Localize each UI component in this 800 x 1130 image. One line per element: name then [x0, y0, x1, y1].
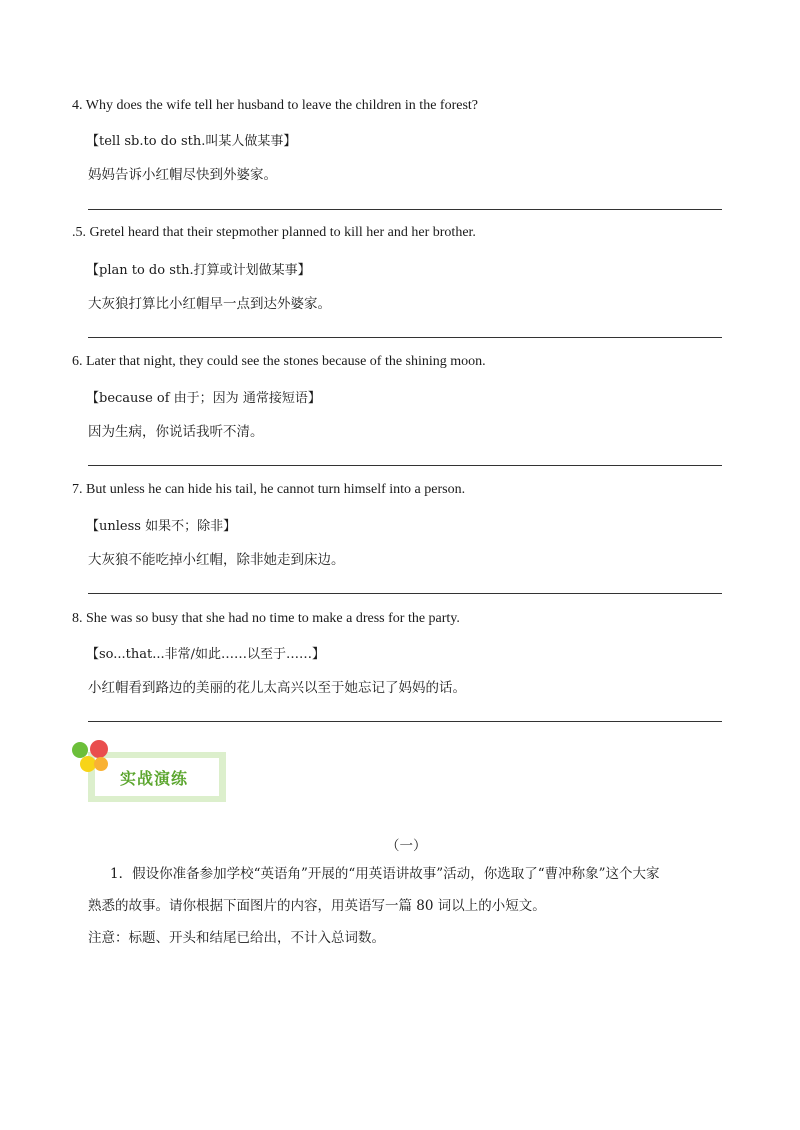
answer-line-7[interactable] [88, 593, 722, 594]
note-5: 【plan to do sth.打算或计划做某事】 [86, 263, 311, 278]
task-line-3: 注意：标题、开头和结尾已给出，不计入总词数。 [88, 930, 385, 946]
note-8: 【so...that...非常/如此……以至于……】 [86, 647, 326, 662]
chinese-sentence-5: 大灰狼打算比小红帽早一点到达外婆家。 [88, 296, 331, 312]
note-7: 【unless 如果不；除非】 [86, 519, 237, 534]
red-dot-icon [90, 740, 108, 758]
note-4: 【tell sb.to do sth.叫某人做某事】 [86, 134, 297, 149]
subsection-number: （一） [386, 838, 427, 854]
chinese-sentence-7: 大灰狼不能吃掉小红帽，除非她走到床边。 [88, 552, 345, 568]
section-title: 实战演练 [120, 769, 189, 788]
answer-line-8[interactable] [88, 721, 722, 722]
chinese-sentence-6: 因为生病，你说话我听不清。 [88, 424, 264, 440]
answer-line-6[interactable] [88, 465, 722, 466]
question-8: 8. She was so busy that she had no time to make a dress for the party. [72, 611, 460, 626]
answer-line-5[interactable] [88, 337, 722, 338]
task-line-1: 1．假设你准备参加学校“英语角”开展的“用英语讲故事”活动，你选取了“曹冲称象”这个大家 [110, 866, 660, 882]
question-6: 6. Later that night, they could see the stones because of the shining moon. [72, 354, 486, 369]
question-5: .5. Gretel heard that their stepmother planned to kill her and her brother. [72, 225, 476, 240]
question-4: 4. Why does the wife tell her husband to leave the children in the forest? [72, 98, 478, 113]
orange-dot-icon [94, 757, 108, 771]
question-7: 7. But unless he can hide his tail, he cannot turn himself into a person. [72, 482, 466, 497]
chinese-sentence-4: 妈妈告诉小红帽尽快到外婆家。 [88, 167, 277, 183]
answer-line-4[interactable] [88, 209, 722, 210]
task-line-2: 熟悉的故事。请你根据下面图片的内容，用英语写一篇 80 词以上的小短文。 [88, 898, 546, 914]
chinese-sentence-8: 小红帽看到路边的美丽的花儿太高兴以至于她忘记了妈妈的话。 [88, 680, 466, 696]
note-6: 【because of 由于；因为 通常接短语】 [86, 391, 321, 406]
